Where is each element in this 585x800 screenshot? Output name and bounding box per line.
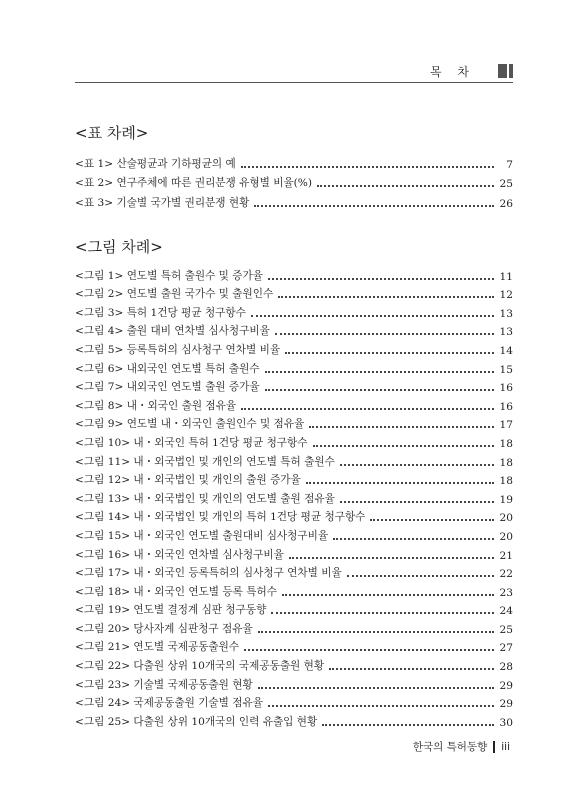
toc-entry [75,524,513,543]
toc-entry [75,190,513,210]
dot-leader [329,668,494,670]
toc-entry-page: 18 [499,437,513,450]
dot-leader [258,631,494,633]
header-bars-decoration [496,64,513,78]
dot-leader [265,371,494,373]
toc-entry-label: <그림 6> 내외국인 연도별 특허 출원수 [75,362,260,375]
toc-entry-page: 28 [499,661,513,674]
toc-entry-label: <그림 16> 내・외국인 연차별 심사청구비율 [75,548,284,561]
toc-entry-label: <그림 21> 연도별 국제공동출원수 [75,641,240,654]
toc-entry-label: <그림 25> 다출원 상위 10개국의 인력 유출입 현황 [75,715,318,728]
dot-leader [268,278,494,280]
toc-entry [75,654,513,673]
toc-entry [75,171,513,191]
dot-leader [306,482,494,484]
toc-entry-label: <그림 5> 등록특허의 심사청구 연차별 비율 [75,343,281,356]
toc-entry [75,562,513,581]
toc-entry-label: <그림 19> 연도별 결정계 심판 청구동향 [75,604,267,617]
toc-entry-page: 18 [499,456,513,469]
toc-entry-label: <그림 8> 내・외국인 출원 점유율 [75,399,237,412]
dot-leader [313,445,494,447]
toc-entry-page: 22 [499,568,513,581]
toc-entry-page: 18 [499,475,513,488]
toc-entry-label: <그림 20> 당사자계 심판청구 점유율 [75,622,253,635]
table-list-heading: <표 차례> [75,124,149,142]
figure-list-heading: <그림 차례> [75,238,163,256]
toc-entry-page: 13 [499,326,513,339]
dot-leader [258,687,494,689]
dot-leader [309,426,494,428]
footer-text: 한국의 특허동향 [412,741,488,753]
toc-entry [75,580,513,599]
toc-entry-page: 7 [506,158,513,171]
toc-entry-page: 19 [499,493,513,506]
toc-entry-label: <그림 22> 다출원 상위 10개국의 국제공동출원 현황 [75,660,325,673]
toc-entry-label: <그림 9> 연도별 내・외국인 출원인수 및 점유율 [75,418,305,431]
figure-list [75,264,513,729]
toc-entry-label: <그림 3> 특허 1건당 평균 청구항수 [75,306,246,319]
toc-entry [75,469,513,488]
dot-leader [265,389,494,391]
toc-entry-label: <그림 4> 출원 대비 연차별 심사청구비율 [75,325,270,338]
toc-entry [75,450,513,469]
toc-entry [75,692,513,711]
dot-leader [271,612,494,614]
toc-entry [75,673,513,692]
footer-page-number: iii [501,740,510,753]
toc-entry-label: <표 2> 연구주체에 따른 권리분쟁 유형별 비율(%) [75,177,312,189]
toc-entry-page: 29 [499,698,513,711]
dot-leader [268,705,494,707]
toc-entry-label: <그림 2> 연도별 출원 국가수 및 출원인수 [75,288,274,301]
page-header [75,62,513,83]
toc-entry-page: 11 [499,270,513,283]
toc-entry [75,506,513,525]
toc-entry [75,301,513,320]
toc-entry-label: <그림 15> 내・외국인 연도별 출원대비 심사청구비율 [75,529,329,542]
dot-leader [278,296,494,298]
toc-entry [75,413,513,432]
dot-leader [282,594,494,596]
header-title: 목 차 [430,65,475,79]
toc-entry [75,487,513,506]
toc-entry-page: 17 [499,419,513,432]
toc-entry-page: 15 [499,363,513,376]
dot-leader [241,166,494,168]
toc-entry [75,320,513,339]
toc-entry-label: <그림 23> 기술별 국제공동출원 현황 [75,678,253,691]
toc-entry [75,283,513,302]
toc-entry [75,710,513,729]
dot-leader [333,538,494,540]
dot-leader [275,333,494,335]
toc-entry-page: 13 [499,307,513,320]
dot-leader [285,352,494,354]
toc-entry [75,636,513,655]
dot-leader [322,724,494,726]
toc-entry-label: <그림 17> 내・외국인 등록특허의 심사청구 연차별 비율 [75,567,342,580]
dot-leader [370,519,494,521]
dot-leader [347,575,494,577]
toc-entry-page: 29 [499,679,513,692]
dot-leader [289,557,494,559]
toc-entry-page: 21 [499,549,513,562]
toc-entry [75,431,513,450]
toc-entry [75,151,513,171]
page-footer [413,739,510,754]
toc-entry-label: <그림 1> 연도별 특허 출원수 및 증가율 [75,269,263,282]
toc-entry [75,599,513,618]
toc-entry-label: <그림 13> 내・외국법인 및 개인의 연도별 출원 점유율 [75,492,335,505]
toc-entry-page: 27 [499,642,513,655]
toc-entry-page: 26 [499,197,513,210]
toc-entry-label: <그림 18> 내・외국인 연도별 등록 특허수 [75,585,277,598]
toc-entry [75,376,513,395]
toc-entry [75,394,513,413]
toc-entry-label: <그림 11> 내・외국법인 및 개인의 연도별 특허 출원수 [75,455,335,468]
toc-entry [75,543,513,562]
dot-leader [251,315,494,317]
toc-entry [75,264,513,283]
toc-entry-label: <그림 7> 내외국인 연도별 출원 증가율 [75,381,260,394]
dot-leader [254,205,494,207]
toc-entry-page: 12 [499,289,513,302]
dot-leader [317,185,494,187]
dot-leader [340,501,494,503]
footer-separator [493,741,495,753]
toc-entry-label: <그림 24> 국제공동출원 기술별 점유율 [75,697,263,710]
toc-entry [75,357,513,376]
toc-entry-page: 25 [499,178,513,190]
toc-entry-label: <그림 14> 내・외국법인 및 개인의 특허 1건당 평균 청구항수 [75,511,366,524]
toc-entry-label: <표 1> 산술평균과 기하평균의 예 [75,157,236,170]
toc-entry-page: 23 [499,586,513,599]
toc-entry [75,617,513,636]
table-list [75,151,513,210]
toc-entry-page: 25 [499,623,513,636]
toc-entry-page: 14 [499,344,513,357]
toc-entry-page: 24 [499,605,513,618]
toc-entry-label: <그림 10> 내・외국인 특허 1건당 평균 청구항수 [75,436,308,449]
toc-entry-label: <그림 12> 내・외국법인 및 개인의 출원 증가율 [75,474,301,487]
toc-entry-label: <표 3> 기술별 국가별 권리분쟁 현황 [75,196,250,209]
dot-leader [244,649,494,651]
dot-leader [340,464,494,466]
toc-entry-page: 20 [499,530,513,543]
toc-entry [75,338,513,357]
dot-leader [241,408,494,410]
toc-entry-page: 16 [499,382,513,395]
toc-entry-page: 16 [499,400,513,413]
toc-entry-page: 20 [499,512,513,525]
toc-entry-page: 30 [499,716,513,729]
